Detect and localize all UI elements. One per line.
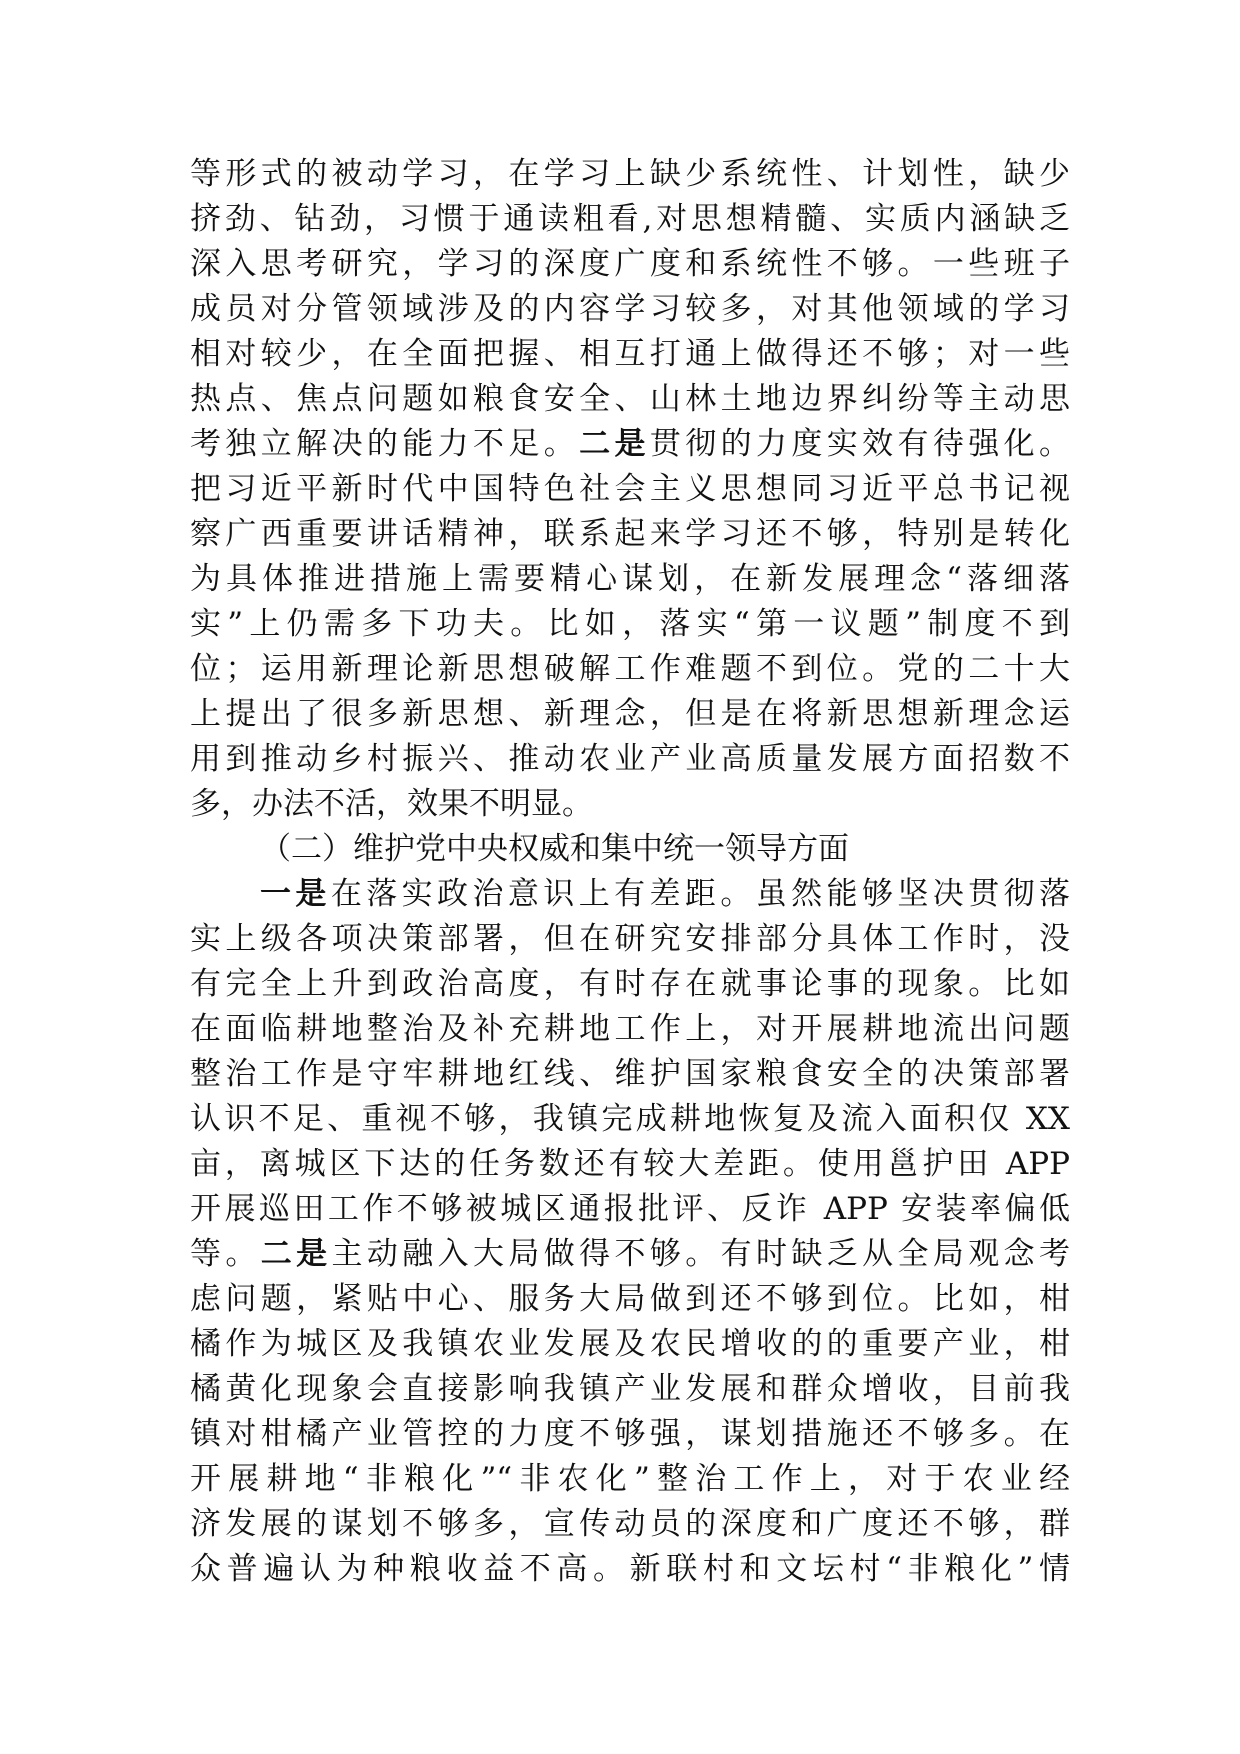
text-line bbox=[190, 602, 1070, 647]
text-line bbox=[190, 1322, 1070, 1367]
text-segment: 成员对分管领域涉及的内容学习较多，对其他领域的学习 bbox=[190, 291, 1070, 327]
text-segment: 挤劲、钻劲，习惯于通读粗看,对思想精髓、实质内涵缺乏 bbox=[190, 201, 1070, 237]
text-segment: 橘作为城区及我镇农业发展及农民增收的的重要产业，柑 bbox=[190, 1326, 1070, 1362]
text-segment: 上提出了很多新思想、新理念，但是在将新思想新理念运 bbox=[190, 696, 1070, 732]
text-segment: 主动融入大局做得不够。有时缺乏从全局观念考 bbox=[331, 1236, 1070, 1272]
text-line bbox=[190, 1367, 1070, 1412]
text-line bbox=[190, 1187, 1070, 1232]
text-segment: 多，办法不活，效果不明显。 bbox=[190, 786, 593, 822]
section-heading bbox=[190, 827, 1070, 872]
text-line bbox=[190, 1457, 1070, 1502]
text-line bbox=[190, 692, 1070, 737]
text-segment: 用到推动乡村振兴、推动农业产业高质量发展方面招数不 bbox=[190, 741, 1070, 777]
text-segment: 认识不足、重视不够，我镇完成耕地恢复及流入面积仅 XX bbox=[190, 1101, 1070, 1137]
text-line bbox=[190, 557, 1070, 602]
text-line bbox=[190, 1277, 1070, 1322]
text-segment: 察广西重要讲话精神，联系起来学习还不够，特别是转化 bbox=[190, 516, 1070, 552]
text-line bbox=[190, 1007, 1070, 1052]
text-line bbox=[190, 1232, 1070, 1277]
text-segment: 热点、焦点问题如粮食安全、山林土地边界纠纷等主动思 bbox=[190, 381, 1070, 417]
bold-lead-label: 二是 bbox=[260, 1236, 332, 1272]
text-line bbox=[190, 962, 1070, 1007]
text-line bbox=[190, 1547, 1070, 1592]
text-line bbox=[190, 1412, 1070, 1457]
text-line bbox=[190, 872, 1070, 917]
text-line bbox=[190, 377, 1070, 422]
text-segment: 亩，离城区下达的任务数还有较大差距。使用邕护田 APP bbox=[190, 1146, 1070, 1182]
text-segment: 虑问题，紧贴中心、服务大局做到还不够到位。比如，柑 bbox=[190, 1281, 1070, 1317]
text-segment: 在面临耕地整治及补充耕地工作上，对开展耕地流出问题 bbox=[190, 1011, 1070, 1047]
text-segment: 整治工作是守牢耕地红线、维护国家粮食安全的决策部署 bbox=[190, 1056, 1070, 1092]
text-segment: 实上级各项决策部署，但在研究安排部分具体工作时，没 bbox=[190, 921, 1070, 957]
text-segment: 把习近平新时代中国特色社会主义思想同习近平总书记视 bbox=[190, 471, 1070, 507]
text-line bbox=[190, 1142, 1070, 1187]
text-segment: 考独立解决的能力不足。 bbox=[190, 426, 580, 462]
text-line bbox=[190, 737, 1070, 782]
text-line bbox=[190, 1097, 1070, 1142]
text-segment: 等。 bbox=[190, 1236, 261, 1272]
document-body bbox=[190, 152, 1070, 1592]
text-segment: 济发展的谋划不够多，宣传动员的深度和广度还不够，群 bbox=[190, 1506, 1070, 1542]
text-line bbox=[190, 467, 1070, 512]
bold-lead-label: 一是 bbox=[260, 876, 331, 912]
text-line bbox=[190, 152, 1070, 197]
text-line bbox=[190, 647, 1070, 692]
text-segment: （二）维护党中央权威和集中统一领导方面 bbox=[260, 831, 849, 867]
text-segment: 有完全上升到政治高度，有时存在就事论事的现象。比如 bbox=[190, 966, 1070, 1002]
text-segment: 等形式的被动学习，在学习上缺少系统性、计划性，缺少 bbox=[190, 156, 1070, 192]
text-segment: 橘黄化现象会直接影响我镇产业发展和群众增收，目前我 bbox=[190, 1371, 1070, 1407]
text-line bbox=[190, 782, 1070, 827]
text-segment: 位；运用新理论新思想破解工作难题不到位。党的二十大 bbox=[190, 651, 1070, 687]
text-line bbox=[190, 332, 1070, 377]
text-segment: 在落实政治意识上有差距。虽然能够坚决贯彻落 bbox=[330, 876, 1071, 912]
text-line bbox=[190, 1052, 1070, 1097]
text-segment: 为具体推进措施上需要精心谋划，在新发展理念“落细落 bbox=[190, 561, 1070, 597]
text-line bbox=[190, 242, 1070, 287]
text-line bbox=[190, 917, 1070, 962]
text-segment: 镇对柑橘产业管控的力度不够强，谋划措施还不够多。在 bbox=[190, 1416, 1070, 1452]
text-line bbox=[190, 197, 1070, 242]
text-line bbox=[190, 287, 1070, 332]
text-segment: 开展巡田工作不够被城区通报批评、反诈 APP 安装率偏低 bbox=[190, 1191, 1070, 1227]
text-segment: 贯彻的力度实效有待强化。 bbox=[649, 426, 1070, 462]
text-line bbox=[190, 1502, 1070, 1547]
text-segment: 深入思考研究，学习的深度广度和系统性不够。一些班子 bbox=[190, 246, 1070, 282]
text-line bbox=[190, 422, 1070, 467]
text-line bbox=[190, 512, 1070, 557]
text-segment: 开展耕地“非粮化”“非农化”整治工作上，对于农业经 bbox=[190, 1461, 1070, 1497]
text-segment: 相对较少，在全面把握、相互打通上做得还不够；对一些 bbox=[190, 336, 1070, 372]
text-segment: 实”上仍需多下功夫。比如，落实“第一议题”制度不到 bbox=[190, 606, 1070, 642]
bold-lead-label: 二是 bbox=[579, 426, 650, 462]
text-segment: 众普遍认为种粮收益不高。新联村和文坛村“非粮化”情 bbox=[190, 1551, 1070, 1587]
